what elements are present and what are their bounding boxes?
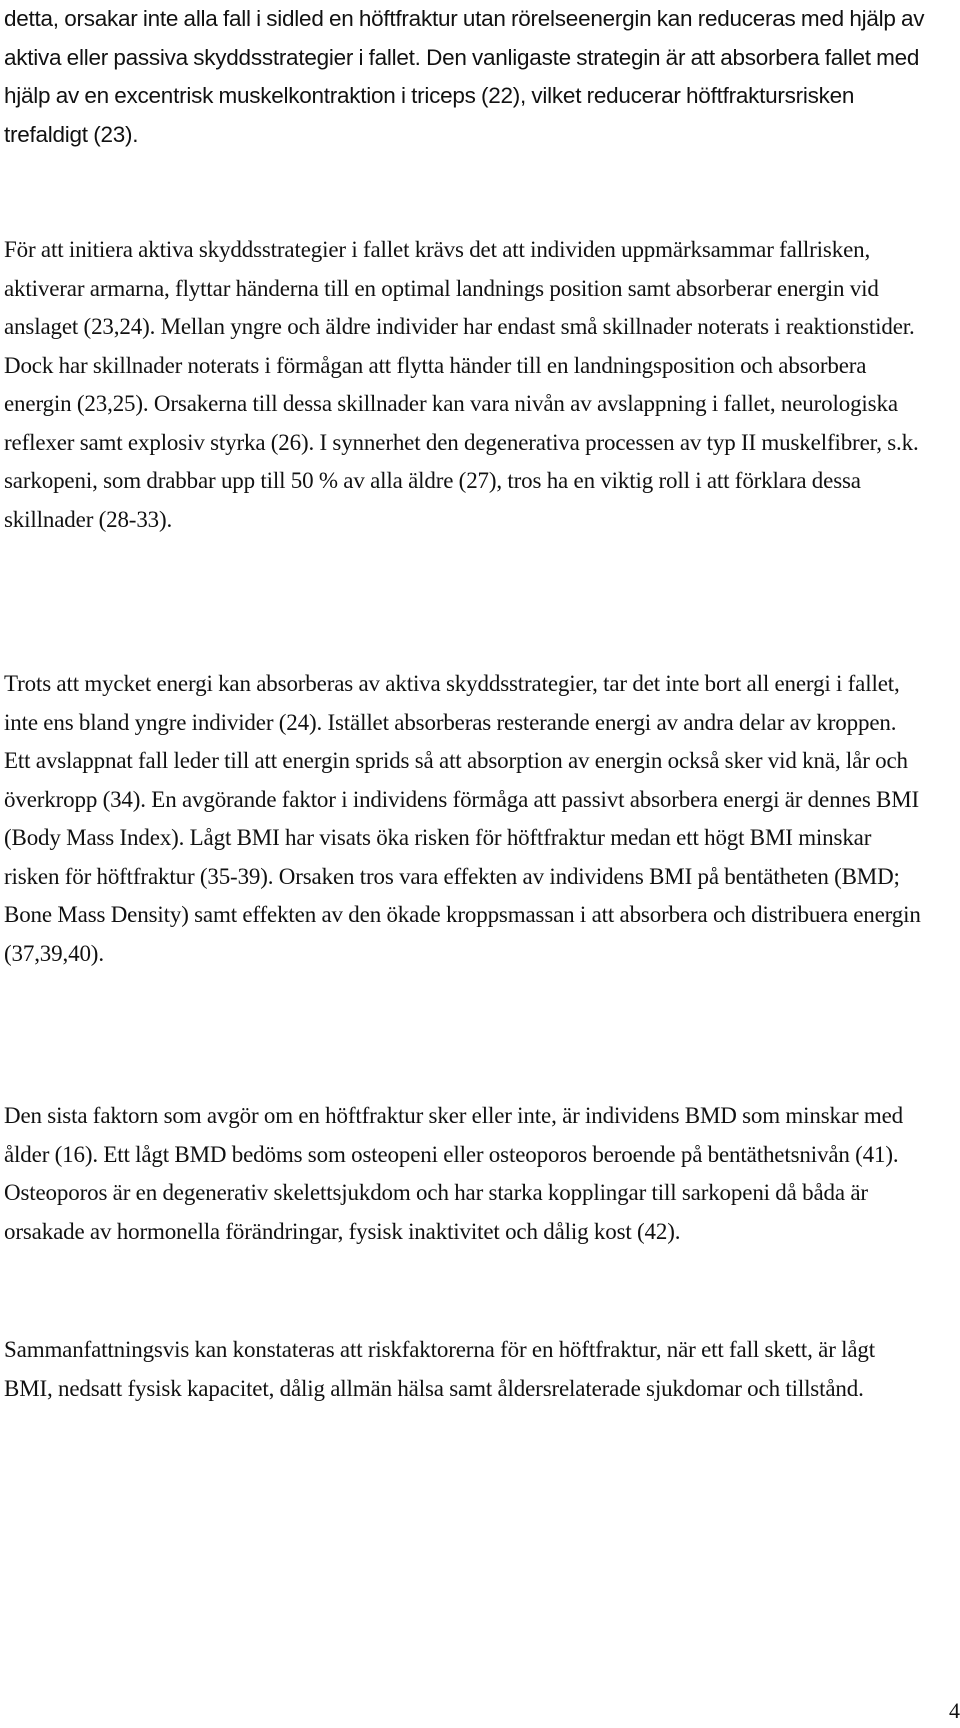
page-number: 4 — [949, 1698, 960, 1723]
paragraph-5: Sammanfattningsvis kan konstateras att riskfaktorerna för en höftfraktur, när ett fall skett, är lågt BMI, nedsatt fysisk kapacitet, dålig allmän hälsa samt åldersrelaterade sjukdomar och tillstånd. — [4, 1337, 876, 1401]
paragraph-1: detta, orsakar inte alla fall i sidled en höftfraktur utan rörelseenergin kan reduceras med hjälp av aktiva eller passiva skyddsstrategier i fallet. Den vanligaste strategin är att absorbera fallet med hjälp av en excentrisk muskelkontraktion i triceps (22), vilket reducerar höftfraktursrisken trefaldigt (23). — [4, 6, 925, 147]
paragraph-2: För att initiera aktiva skyddsstrategier i fallet krävs det att individen uppmärksammar fallrisken, aktiverar armarna, flyttar händerna till en optimal landnings position samt absorberar energin vid anslaget (23,24). Mellan yngre och äldre individer har endast små skillnader noterats i reaktionstider. Dock har skillnader noterats i förmågan att flytta händer till en landningsposition och absorbera energin (23,25). Orsakerna till dessa skillnader kan vara nivån av avslappning i fallet, neurologiska reflexer samt explosiv styrka (26). I synnerhet den degenerativa processen av typ II muskelfibrer, s.k. sarkopeni, som drabbar upp till 50 % av alla äldre (27), tros ha en viktig roll i att förklara dessa skillnader (28-33). — [4, 237, 919, 532]
paragraph-4: Den sista faktorn som avgör om en höftfraktur sker eller inte, är individens BMD som minskar med ålder (16). Ett lågt BMD bedöms som osteopeni eller osteoporos beroende på bentäthetsnivån (41). Osteoporos är en degenerativ skelettsjukdom och har starka kopplingar till sarkopeni då båda är orsakade av hormonella förändringar, fysisk inaktivitet och dålig kost (42). — [4, 1103, 904, 1244]
paragraph-3: Trots att mycket energi kan absorberas av aktiva skyddsstrategier, tar det inte bort all energi i fallet, inte ens bland yngre individer (24). Istället absorberas resterande energi av andra delar av kroppen. Ett avslappnat fall leder till att energin sprids så att absorption av energin också sker vid knä, lår och överkropp (34). En avgörande faktor i individens förmåga att passivt absorbera energi är dennes BMI (Body Mass Index). Lågt BMI har visats öka risken för höftfraktur medan ett högt BMI minskar risken för höftfraktur (35-39). Orsaken tros vara effekten av individens BMI på bentätheten (BMD; Bone Mass Density) samt effekten av den ökade kroppsmassan i att absorbera och distribuera energin (37,39,40). — [4, 671, 921, 966]
